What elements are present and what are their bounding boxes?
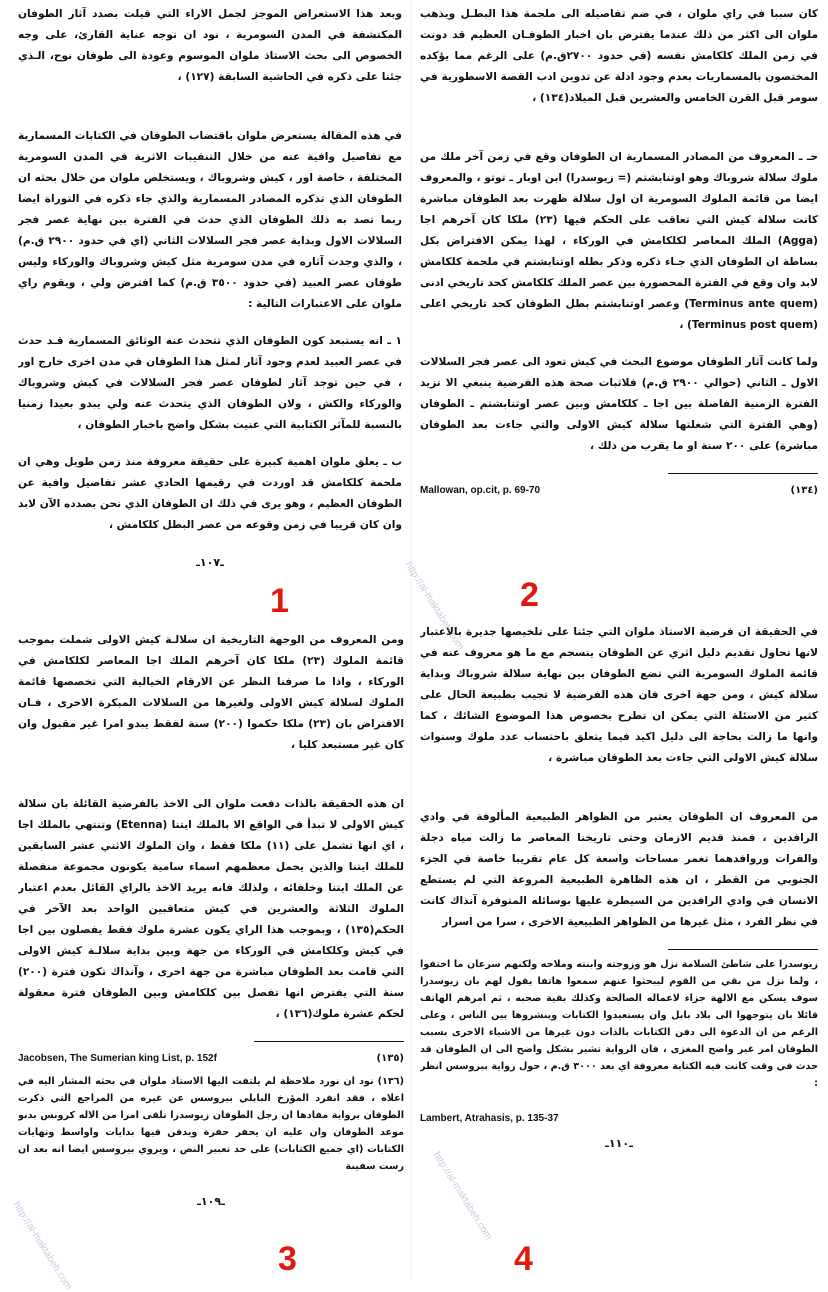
footnote-text: (١٣٦) نود ان نورد ملاحظة لم يلتفت اليها الاستاذ ملوان في بحثه المشار اليه في اعلاه ، فقد انفرد المؤرخ البابلي بيروسس عن غيره من المراجع التي ذكرت الطوفان برواية مفادها ان رجل الطوفان زيوسدرا تلقى امرا من الاله كرونس بدنو موعد الطوفان وان عليه ان يحفر حفرة ويدفن فيها بدايات واواسط ونهايات الكتابات (اي جميع الكتابات) على حد تعبير النص ، ويروي بيروسس ايضا انه بعد ان رست سفينة bbox=[18, 1076, 404, 1172]
page-3 bbox=[18, 630, 404, 1278]
paragraph: في الحقيقة ان فرضية الاستاذ ملوان التي جئنا على تلخيصها جديرة بالاعتبار لانها تحاول تقديم دليل اثري عن الطوفان ينسجم مع ما هو معروف عنه في قائمة الملوك السومرية التي تضع الطوفان بين نهاية سلالة شروباك وبداية سلالة كيش ، ومن جهة اخرى فان هذه الفرضية لا تجيب بطبيعة الحال على كثير من الاسئلة التي يمكن ان تطرح بخصوص هذا الموضوع الشائك ، كما وانها ما زالت بحاجة الى دليل اكيد فيما يتعلق باحتساب عدد ملوك وسنوات سلالة كيش الاولى التي جاءت بعد الطوفان مباشرة ، bbox=[420, 626, 818, 764]
page-number: ـ١٠٩ـ bbox=[197, 1195, 225, 1208]
page-gutter bbox=[411, 0, 412, 1280]
paragraph: ومن المعروف من الوجهة التاريخية ان سلالـة كيش الاولى شملت بموجب قائمة الملوك (٢٣) ملكا كان آخرهم الملك اجا المعاصر لكلكامش في الوركاء ، واذا ما صرفنا النظر عن الارقام الخيالية التي تخصصها قائمة الملوك لسلالة كيش الاولى ولغيرها من السلالات المبكرة الاخرى ، فـان الافتراض بان (٢٣) ملكا حكموا (٢٠٠) سنة لفقط يبدو امرا غير مقبول وان كان غير مستبعد كليا ، bbox=[18, 634, 404, 751]
page-marker-1: 1 bbox=[270, 582, 289, 620]
footnote-rule bbox=[668, 473, 818, 474]
footnote-number: (١٣٤) bbox=[790, 485, 818, 496]
paragraph: حـ ـ المعروف من المصادر المسمارية ان الطوفان وقع في زمن آخر ملك من ملوك سلالة شروباك وهو اوتنابشتم (= زيوسدرا) ابن اوبار ـ توتو ، والمعروف ايضا من قائمة الملوك السومرية ان اول سلالة ظهرت بعد الطوفان مباشرة كانت سلالة كيش التي تعاقب على الحكم فيها (٢٣) ملكا كان آخرهم اجا (Agga) الملك المعاصر لكلكامش في الوركاء ، لهذا يمكن الافتراض بكل بساطة ان الطوفان الذي جـاء ذكره وذكر بطله اوتنابشتم في ملحمة كلكامش لابد وان وقع في الفترة المحصورة بين عصر الملك كلكامش كحد تاريخي ادنى (Terminus ante quem) وعصر اوتنابشتم بطل الطوفان كحد تاريخي اعلى (Terminus post quem) ، bbox=[420, 151, 818, 331]
paragraph: في هذه المقالة يستعرض ملوان باقتضاب الطوفان في الكتابات المسمارية مع تفاصيل وافية عنه من خلال التنقيبات الاثرية في المدن السومرية المختلفة ، خاصة اور ، كيش وشروباك ، ويستخلص ملوان من خلال بحثه ان الطوفان الذي تذكره المصادر المسمارية والذي جاء ذكره في التوراة ايضا ربما تصد به ذلك الطوفان الذي حدث في الفترة بين نهاية عصر فجر السلالات الاول وبداية عصر فجر السلالات الثاني (اي في حدود ٢٩٠٠ ق.م) ، والذي وجدت آثاره في مدن سومرية مثل كيش وشروباك والوركاء وليس طوفان عصر العبيد (في حدود ٣٥٠٠ ق.م) كما افترض ولي ، ويقوم راي ملوان على الاعتبارات التالية : bbox=[18, 130, 402, 310]
page-2 bbox=[420, 4, 818, 584]
footnote-text: زيوسدرا على شاطئ السلامة نزل هو وزوجته وابنته وملاحه ولكنهم سرعان ما اختفوا ، ولما نزل من بقي من القوم ليبحثوا عنهم سمعوا هاتفا يقول لهم بان زيوسدرا سوف يسكن مع الالهة جزاء لاعماله الصالحة وكذلك بقية صحبه ، ثم امرهم الهاتف قائلا بان يتوجهوا الى بلاد بابل وان يستعيدوا الكتابات وينشروها بين الناس ، وعلى الرغم من ان الدعوة الى دفن الكتابات بالذات دون غيرها من الاشياء الاخرى بسبب الطوفان امر غير واضح المغزى ، فان الرواية تشير بشكل واضح الى ان الطوفان قد حدث في وقت كانت فيه الكتابة معروفة اي بعد ٣٠٠٠ ق.م ، حول رواية بيروسس انظر : bbox=[420, 959, 818, 1089]
paragraph: ان هذه الحقيقة بالذات دفعت ملوان الى الاخذ بالفرضية القائلة بان سلالة كيش الاولى لا تبدأ في الواقع الا بالملك ايتنا (Etenna) وتنتهي بالملك اجا ، اي انها تشمل على (١١) ملكا فقط ، وان الملوك الاثني عشر السابقين للملك ايتنا والذين يحمل معظمهم اسماء سامية يكونون مجموعة منفصلة عن الملك ايتنا وخلفائه ، ولذلك فانه يريد الاخذ بالراي القائل بعدم اعتبار الملوك الثلاثة والعشرين في كيش متعاقبين الواحد بعد الآخر في الحكم(١٣٥) ، وبموجب هذا الراي يكون عشرة ملوك فقط يفصلون بين اجا في كيش وكلكامش في الوركاء من جهة وبين بداية سلالـة كيش الاولى التي قامت بعد الطوفان مباشرة من جهة اخرى ، وآنذاك تكون فترة (٢٠٠) سنة التي يفترض انها تفصل بين كلكامش وبين الطوفان فترة معقولة لحكم عشرة ملوك(١٣٦) ، bbox=[18, 798, 404, 1020]
page-1 bbox=[18, 4, 402, 618]
footnote-rule bbox=[668, 949, 818, 950]
paragraph: ب ـ يعلق ملوان اهمية كبيرة على حقيقة معروفة منذ زمن طويل وهي ان ملحمة كلكامش قد اوردت في رقيمها الحادي عشر تفاصيل وافية عن الطوفان العظيم ، وهو يرى في ذلك ان الطوفان الذي نحن بصدده الآن لابد وان كان قريبا في زمن وقوعه من عصر البطل كلكامش ، bbox=[18, 456, 402, 531]
footnote-header bbox=[420, 480, 818, 501]
footnote-source: Lambert, Atrahasis, p. 135-37 bbox=[420, 1113, 559, 1124]
paragraph: وبعد هذا الاستعراض الموجز لجمل الاراء التي قيلت بصدد آثار الطوفان المكتشفة في المدن السومرية ، نود ان نوجه عناية القارئ، على وجه الخصوص الى بحث الاستاذ ملوان الموسوم وعودة الى طوفان نوح، الـذي جئنا على ذكره في الحاشية السابقة (١٢٧) ، bbox=[18, 8, 402, 83]
footnote-rule bbox=[254, 1041, 404, 1042]
paragraph: من المعروف ان الطوفان يعتبر من الظواهر الطبيعية المألوفة في وادي الرافدين ، فمنذ قديم الازمان وحتى تاريخنا المعاصر ما زالت مياه دجلة والفرات وروافدهما تغمر مساحات واسعة كل عام تقريبا خاصة في الجزء الجنوبي من القطر ، ان هذه الظاهرة الطبيعية المروعة التي لم يستطع الانسان في وادي الرافدين من السيطرة عليها بوسائله المتوفرة آنذاك كانت في نظر الفرد ، مثل غيرها من الظواهر الطبيعية الاخرى ، سرا من اسرار bbox=[420, 811, 818, 928]
footnote-source: Mallowan, op.cit, p. 69-70 bbox=[420, 485, 541, 496]
footnote-header bbox=[420, 1108, 818, 1129]
page-marker-3: 3 bbox=[278, 1240, 297, 1278]
watermark-url: http://al-maktabeh.com bbox=[430, 1150, 494, 1243]
page-4 bbox=[420, 622, 818, 1278]
paragraph: ١ ـ انه يستبعد كون الطوفان الذي تتحدث عنه الوثائق المسمارية قـد حدث في عصر العبيد لعدم وجود آثار لمثل هذا الطوفان في مدن اخرى خارج اور ، في حين توجد آثار لطوفان عصر فجر السلالات في كيش وشروباك والوركاء والكش ، ولان الطوفان الذي يتحدث عنه ولي يبدو بعيدا زمنيا بالنسبة للمآثر الكتابية التي عنيت بشكل واضح باخبار الطوفان ، bbox=[18, 335, 402, 431]
page-marker-4: 4 bbox=[514, 1240, 533, 1278]
page-number: ـ١٠٧ـ bbox=[196, 556, 224, 569]
watermark-url: http://al-maktabeh.com bbox=[10, 1200, 74, 1292]
page-marker-2: 2 bbox=[520, 576, 539, 614]
paragraph: كان سببا في راي ملوان ، في ضم تفاصيله الى ملحمة هذا البطـل ويذهب ملوان الى اكثر من ذلك عندما يفترض بان اخبار الطوفـان العظيم قد دونت في زمن الملك كلكامش نفسه (في حدود ٢٧٠٠ق.م) على الرغم مما يؤكده المختصون بالمسماريات بعدم وجود ادلة عن تدوين ادب القصة الاسطورية في سومر قبل القرن الخامس والعشرين قبل الميلاد(١٣٤) ، bbox=[420, 8, 818, 104]
watermark-url: http://al-maktabeh.com bbox=[402, 560, 466, 653]
paragraph: ولما كانت آثار الطوفان موضوع البحث في كيش تعود الى عصر فجر السلالات الاول ـ الثاني (حوالي ٢٩٠٠ ق.م) فلاثبات صحة هذه الفرضية ينبغي الا تزيد الفترة الزمنية الفاصلة بين اجا ـ كلكامش وبين عصر اوتنابشتم ـ الطوفان (وهي الفترة التي شغلتها سلالة كيش الاولى والتي جاءت بعد الطوفان مباشرة) على ٢٠٠ سنة او ما يقرب من ذلك ، bbox=[420, 356, 818, 452]
footnote-header bbox=[18, 1048, 404, 1069]
page-number: ـ١١٠ـ bbox=[605, 1137, 633, 1150]
footnote-source: Jacobsen, The Sumerian king List, p. 152f bbox=[18, 1053, 217, 1064]
footnote-number: (١٣٥) bbox=[376, 1053, 404, 1064]
